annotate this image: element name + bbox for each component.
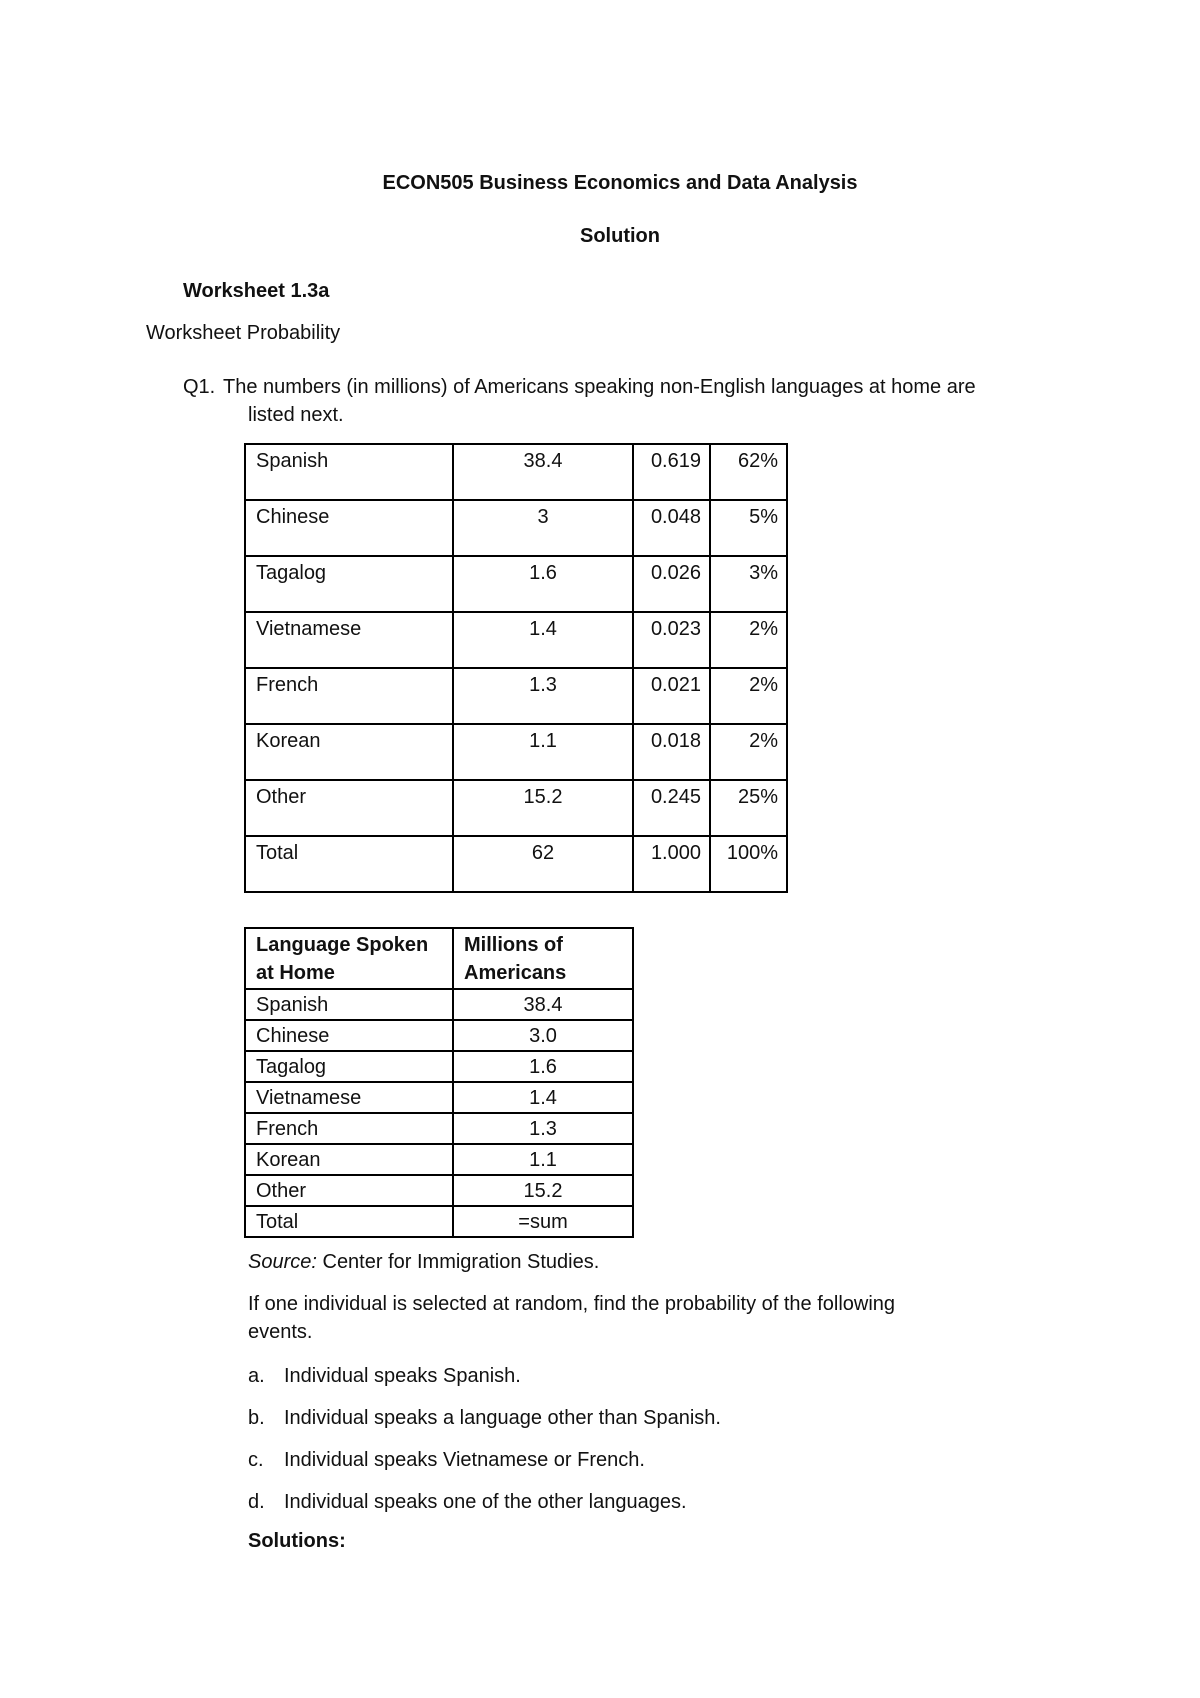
prompt-line2: events. [248, 1321, 313, 1343]
worksheet-topic: Worksheet Probability [146, 322, 341, 344]
language-cell: Chinese [245, 1020, 453, 1051]
language-cell: French [245, 1113, 453, 1144]
table-header-row [245, 928, 633, 989]
language-cell: Other [245, 780, 453, 836]
value-cell: 1.1 [453, 1144, 633, 1175]
value-cell: 3.0 [453, 1020, 633, 1051]
value-cell: 1.4 [453, 1082, 633, 1113]
percent-cell: 2% [710, 724, 787, 780]
proportion-cell: 0.619 [633, 444, 710, 500]
percent-cell: 5% [710, 500, 787, 556]
prompt-line1: If one individual is selected at random, find the probability of the following [248, 1293, 896, 1315]
value-cell: 1.1 [453, 724, 633, 780]
source-label: Source: [248, 1251, 317, 1273]
percent-cell: 2% [710, 612, 787, 668]
value-cell: 1.3 [453, 1113, 633, 1144]
proportion-cell: 0.026 [633, 556, 710, 612]
language-cell: Spanish [245, 989, 453, 1020]
value-cell: 38.4 [453, 989, 633, 1020]
value-cell: 62 [453, 836, 633, 892]
item-text: Individual speaks Spanish. [284, 1365, 521, 1387]
subtitle: Solution [580, 225, 660, 247]
language-proportion-table [244, 443, 788, 893]
source-text: Center for Immigration Studies. [316, 1251, 600, 1273]
value-cell: 15.2 [453, 780, 633, 836]
language-cell: Chinese [245, 500, 453, 556]
percent-cell: 100% [710, 836, 787, 892]
language-cell: Korean [245, 724, 453, 780]
table-row [245, 1144, 633, 1175]
proportion-cell: 0.023 [633, 612, 710, 668]
value-cell: 1.6 [453, 556, 633, 612]
item-text: Individual speaks Vietnamese or French. [284, 1449, 645, 1471]
value-cell: 38.4 [453, 444, 633, 500]
value-cell: 1.3 [453, 668, 633, 724]
question-number: Q1. [183, 376, 216, 398]
table-row [245, 500, 787, 556]
list-item [248, 1446, 721, 1488]
worksheet-label: Worksheet 1.3a [183, 280, 330, 302]
item-letter: a. [248, 1365, 265, 1387]
table-row [245, 1082, 633, 1113]
value-cell: 15.2 [453, 1175, 633, 1206]
item-letter: c. [248, 1449, 264, 1471]
item-letter: b. [248, 1407, 265, 1429]
language-cell: Total [245, 1206, 453, 1237]
language-cell: Spanish [245, 444, 453, 500]
item-text: Individual speaks one of the other languages. [284, 1491, 687, 1513]
value-cell: 1.6 [453, 1051, 633, 1082]
table-row [245, 989, 633, 1020]
table-row [245, 1175, 633, 1206]
value-cell: 3 [453, 500, 633, 556]
header-language: Language Spoken at Home [245, 928, 453, 989]
table-row [245, 444, 787, 500]
table-row [245, 612, 787, 668]
language-cell: French [245, 668, 453, 724]
table-row [245, 780, 787, 836]
language-cell: Tagalog [245, 556, 453, 612]
proportion-cell: 0.018 [633, 724, 710, 780]
language-cell: Korean [245, 1144, 453, 1175]
value-cell: 1.4 [453, 612, 633, 668]
percent-cell: 25% [710, 780, 787, 836]
proportion-cell: 0.021 [633, 668, 710, 724]
language-cell: Tagalog [245, 1051, 453, 1082]
language-cell: Vietnamese [245, 1082, 453, 1113]
proportion-cell: 1.000 [633, 836, 710, 892]
language-cell: Total [245, 836, 453, 892]
question-text-line1: The numbers (in millions) of Americans speaking non-English languages at home are [223, 376, 976, 398]
header-millions: Millions of Americans [453, 928, 633, 989]
question-text-line2: listed next. [248, 404, 344, 426]
source-line [248, 1251, 599, 1274]
table-row [245, 836, 787, 892]
event-list [248, 1362, 721, 1530]
percent-cell: 2% [710, 668, 787, 724]
table-row [245, 1206, 633, 1237]
language-cell: Vietnamese [245, 612, 453, 668]
item-text: Individual speaks a language other than Spanish. [284, 1407, 721, 1429]
table-row [245, 724, 787, 780]
language-count-table [244, 927, 634, 1238]
table-row [245, 668, 787, 724]
course-title: ECON505 Business Economics and Data Analysis [382, 172, 858, 194]
table-row [245, 1020, 633, 1051]
list-item [248, 1404, 721, 1446]
list-item [248, 1362, 721, 1404]
table-row [245, 1051, 633, 1082]
percent-cell: 62% [710, 444, 787, 500]
table-row [245, 556, 787, 612]
item-letter: d. [248, 1491, 265, 1513]
value-cell: =sum [453, 1206, 633, 1237]
list-item [248, 1488, 721, 1530]
language-cell: Other [245, 1175, 453, 1206]
percent-cell: 3% [710, 556, 787, 612]
proportion-cell: 0.245 [633, 780, 710, 836]
table-row [245, 1113, 633, 1144]
solutions-label: Solutions: [248, 1530, 346, 1552]
proportion-cell: 0.048 [633, 500, 710, 556]
